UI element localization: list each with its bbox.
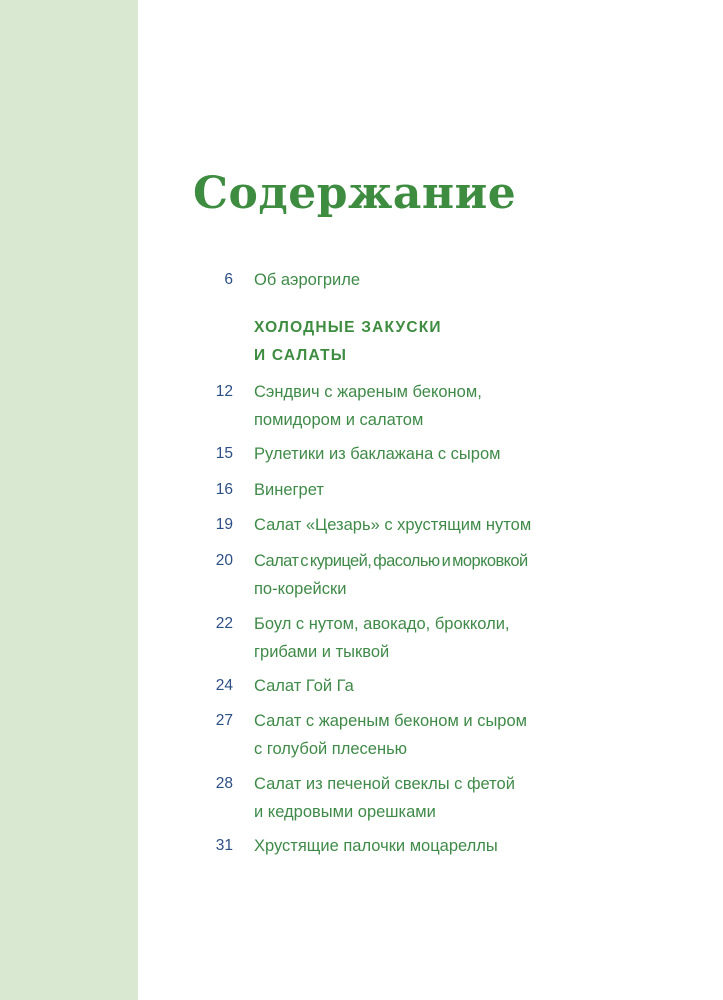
page-number: 28 (215, 775, 233, 792)
page-title: Содержание (193, 168, 517, 219)
page-number: 27 (215, 712, 233, 729)
entry-title-line: Салат «Цезарь» с хрустящим нутом (254, 516, 532, 534)
page-number: 22 (215, 615, 233, 632)
entry-title (254, 832, 634, 860)
entry-title (254, 707, 634, 763)
page-number: 16 (215, 481, 233, 498)
entry-title-line: Салат Гой Га (254, 677, 354, 695)
entry-title-line: помидором и салатом (254, 411, 424, 429)
entry-title (254, 440, 634, 468)
entry-title-line: и кедровыми орешками (254, 803, 436, 821)
section-heading (254, 314, 442, 370)
entry-title-line: Сэндвич с жареным беконом, (254, 383, 482, 401)
page-number: 20 (215, 552, 233, 569)
section-heading-line: И САЛАТЫ (254, 347, 348, 364)
entry-title-line: Салат с курицей, фасолью и морковкой (254, 552, 528, 570)
entry-title (254, 770, 634, 826)
page-number: 12 (215, 383, 233, 400)
entry-title-line: по-корейски (254, 580, 347, 598)
entry-title (254, 547, 634, 603)
entry-title-line: Салат с жареным беконом и сыром (254, 712, 528, 730)
entry-title (254, 378, 634, 434)
page-number: 19 (215, 516, 233, 533)
entry-title (254, 476, 634, 504)
page-number: 31 (215, 837, 233, 854)
page-number: 6 (224, 271, 233, 288)
section-heading-line: ХОЛОДНЫЕ ЗАКУСКИ (254, 319, 442, 336)
entry-title (254, 266, 634, 294)
entry-title-line: Хрустящие палочки моцареллы (254, 837, 498, 855)
entry-title-line: Об аэрогриле (254, 271, 361, 289)
entry-title (254, 610, 634, 666)
entry-title-line: грибами и тыквой (254, 643, 390, 661)
page-number: 15 (215, 445, 233, 462)
entry-title-line: с голубой плесенью (254, 740, 408, 758)
sidebar-band (0, 0, 138, 1000)
entry-title (254, 672, 634, 700)
page-number: 24 (215, 677, 233, 694)
entry-title-line: Боул с нутом, авокадо, брокколи, (254, 615, 510, 633)
entry-title-line: Салат из печеной свеклы с фетой (254, 775, 515, 793)
entry-title-line: Рулетики из баклажана с сыром (254, 445, 501, 463)
entry-title-line: Винегрет (254, 481, 324, 499)
entry-title (254, 511, 634, 539)
